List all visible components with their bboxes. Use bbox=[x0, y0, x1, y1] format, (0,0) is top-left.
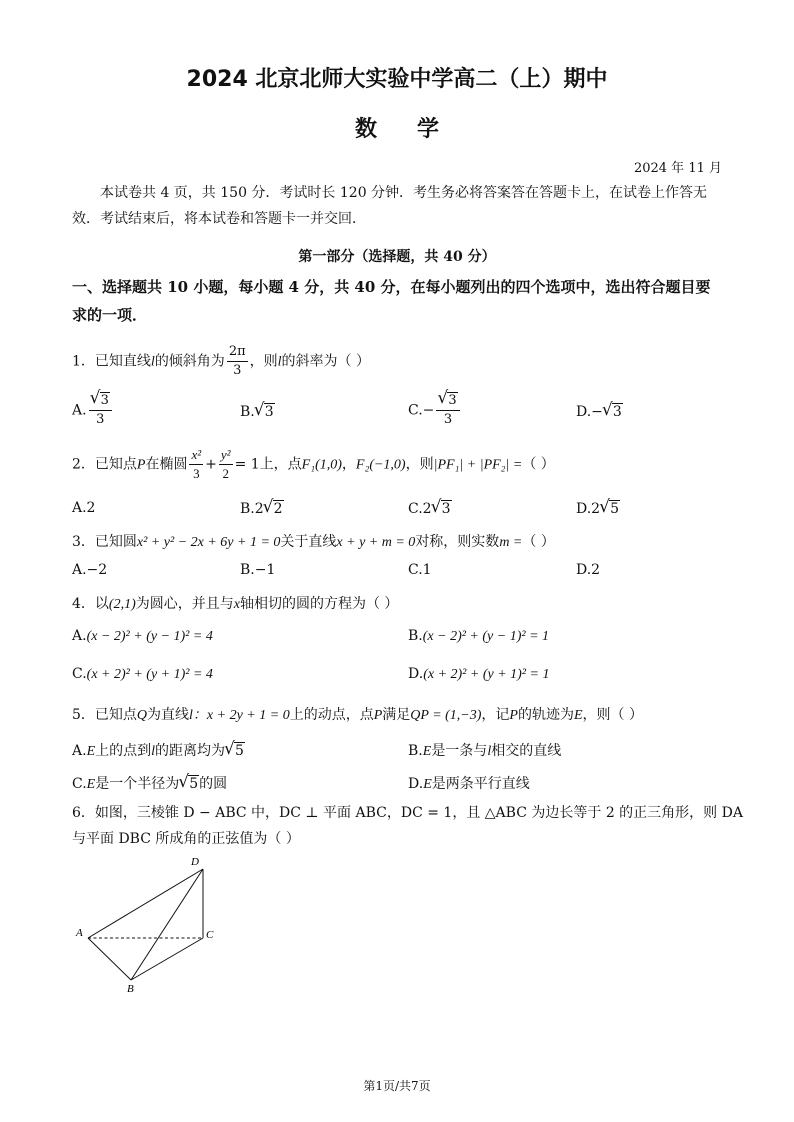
q5-line: l：x + 2y + 1 = 0 bbox=[189, 708, 290, 723]
q5-b-e: E bbox=[422, 744, 432, 759]
q4-var-x: x bbox=[233, 597, 240, 612]
q2-stem-b: 在椭圆 bbox=[145, 456, 188, 473]
q2-c-rad: 3 bbox=[441, 501, 451, 517]
q2-d-label: D.2 bbox=[576, 501, 601, 517]
part1-title: 第一部分（选择题，共 40 分） bbox=[298, 249, 496, 265]
q1-c-num bbox=[436, 392, 459, 411]
q1-frac-den: 3 bbox=[233, 363, 242, 378]
q1-a-label: A. bbox=[72, 402, 87, 419]
q2-stem-a: 2．已知点 bbox=[72, 456, 137, 473]
q1-a-num bbox=[89, 392, 112, 411]
page-number: 第1页/共7页 bbox=[363, 1079, 431, 1093]
q1-frac-num: 2π bbox=[227, 343, 248, 362]
q4-option-b[interactable] bbox=[408, 628, 549, 645]
q2-fx-den: 3 bbox=[193, 466, 200, 481]
section1-heading: 一、选择题共 10 小题，每小题 4 分，共 40 分，在每小题列出的四个选项中，选出符合题目要求的一项． bbox=[72, 278, 711, 324]
q1-stem-c: ，则 bbox=[249, 353, 278, 370]
q2-eq1: = 1 bbox=[234, 456, 260, 473]
q5-d-e: E bbox=[423, 777, 432, 792]
q4-b-eq: (x − 2)² + (y − 1)² = 1 bbox=[422, 629, 550, 644]
q1-a-rad: 3 bbox=[100, 393, 109, 408]
q3-stem-c: 对称，则实数 bbox=[415, 534, 500, 550]
q2-frac-x bbox=[189, 446, 203, 483]
q2-expr: |PF₁| + |PF₂| = bbox=[433, 457, 523, 473]
q3-circle: x² + y² − 2x + 6y + 1 = 0 bbox=[136, 535, 281, 550]
q4-option-c[interactable] bbox=[72, 666, 213, 683]
edge-AB bbox=[88, 938, 131, 980]
q3-option-b[interactable]: B.−1 bbox=[240, 562, 276, 578]
q5-b-pre: B. bbox=[408, 743, 423, 759]
q2-f2: F₂(−1,0) bbox=[355, 457, 406, 473]
q1-c-rad: 3 bbox=[448, 393, 457, 408]
q1-var-l: l bbox=[150, 354, 155, 370]
q5-var-p: P bbox=[373, 708, 383, 723]
q5-a-pre: A. bbox=[72, 743, 87, 759]
q1-stem-a: 1．已知直线 bbox=[72, 353, 151, 370]
exam-title: 2024 北京北师大实验中学高二（上）期中 bbox=[186, 67, 608, 92]
q3-stem-d: （ ） bbox=[522, 534, 555, 550]
q5-stem-f: 的轨迹为 bbox=[517, 707, 574, 723]
instructions-text: 本试卷共 4 页，共 150 分．考试时长 120 分钟．考生务必将答案答在答题卡上，在试卷上作答无效．考试结束后，将本试卷和答题卡一并交回． bbox=[72, 185, 708, 227]
q5-b-mid: 是一条与 bbox=[431, 743, 488, 759]
q2-option-b[interactable] bbox=[240, 500, 284, 517]
q4-stem-c: 轴相切的圆的方程为（ ） bbox=[239, 596, 399, 612]
q2-f1: F₁(1,0) bbox=[301, 457, 342, 473]
q4-stem-b: 为圆心，并且与 bbox=[135, 596, 234, 612]
label-B: B bbox=[127, 983, 134, 995]
q5-stem-g: ，则（ ） bbox=[582, 707, 643, 723]
q5-var-e: E bbox=[573, 708, 583, 723]
q1-c-fraction bbox=[436, 392, 459, 429]
q5-option-c[interactable] bbox=[72, 773, 227, 793]
q5-d-pre: D. bbox=[408, 776, 424, 792]
q3-var-m: m = bbox=[499, 535, 523, 550]
q3-line: x + y + m = 0 bbox=[336, 535, 416, 550]
q4-option-d[interactable] bbox=[408, 666, 549, 683]
q5-a-post: 的距离均为 bbox=[155, 743, 226, 759]
q5-stem-c: 上的动点，点 bbox=[289, 707, 374, 723]
pyramid-figure bbox=[70, 852, 230, 997]
q3-option-c[interactable]: C.1 bbox=[408, 562, 432, 578]
q5-var-p2: P bbox=[509, 708, 518, 723]
q4-d-label: D. bbox=[408, 666, 424, 682]
q2-frac-y bbox=[219, 446, 233, 483]
q4-point: (2,1) bbox=[108, 597, 136, 612]
q3-option-d[interactable]: D.2 bbox=[576, 562, 601, 578]
q3-stem-b: 关于直线 bbox=[280, 534, 337, 550]
q2-c-label: C.2 bbox=[408, 501, 432, 517]
q1-option-b[interactable] bbox=[240, 403, 275, 420]
q4-option-a[interactable] bbox=[72, 628, 213, 645]
q1-stem-b: 的倾斜角为 bbox=[154, 353, 225, 370]
q5-a-l: l bbox=[151, 744, 156, 759]
q2-var-p: P bbox=[136, 457, 146, 473]
q2-fy-num: y² bbox=[219, 446, 233, 465]
q5-option-a[interactable] bbox=[72, 740, 245, 760]
q1-c-label: C.− bbox=[408, 402, 435, 419]
q1-d-rad: 3 bbox=[612, 404, 622, 420]
q5-stem-e: ，记 bbox=[481, 707, 510, 723]
q4-d-eq: (x + 2)² + (y + 1)² = 1 bbox=[423, 667, 550, 682]
question-2 bbox=[72, 446, 555, 483]
label-A: A bbox=[76, 927, 83, 939]
q4-stem-a: 4．以 bbox=[72, 596, 109, 612]
instructions bbox=[72, 180, 724, 232]
q2-b-label: B.2 bbox=[240, 501, 264, 517]
q5-c-mid: 是一个半径为 bbox=[95, 776, 180, 792]
q1-b-label: B. bbox=[240, 404, 255, 420]
q1-d-label: D.− bbox=[576, 404, 603, 420]
q5-a-e: E bbox=[86, 744, 96, 759]
q5-b-l: l bbox=[487, 744, 492, 759]
q1-b-rad: 3 bbox=[264, 404, 274, 420]
exam-subject: 数学 bbox=[354, 117, 479, 142]
q5-stem-b: 为直线 bbox=[147, 707, 190, 723]
q2-stem-c: 上，点 bbox=[259, 456, 302, 473]
q1-option-d[interactable] bbox=[576, 403, 623, 420]
edge-DB bbox=[131, 869, 203, 980]
q1-a-den: 3 bbox=[96, 412, 105, 427]
q4-b-label: B. bbox=[408, 628, 423, 644]
q5-c-pre: C. bbox=[72, 776, 87, 792]
q1-var-l2: l bbox=[277, 354, 282, 370]
q5-d-post: 是两条平行直线 bbox=[431, 776, 530, 792]
q2-fx-num: x² bbox=[189, 446, 203, 465]
q1-stem-d: 的斜率为（ ） bbox=[281, 353, 370, 370]
question-3 bbox=[72, 531, 555, 551]
q2-d-rad: 5 bbox=[610, 501, 620, 517]
q2-fy-den: 2 bbox=[222, 466, 229, 481]
q4-a-label: A. bbox=[72, 628, 87, 644]
q2-option-a[interactable]: A.2 bbox=[72, 500, 96, 516]
q2-option-c[interactable] bbox=[408, 500, 452, 517]
q1-option-c[interactable] bbox=[408, 392, 462, 429]
q4-c-label: C. bbox=[72, 666, 87, 682]
q2-stem-d: ，则 bbox=[405, 456, 434, 473]
q4-c-eq: (x + 2)² + (y + 1)² = 4 bbox=[86, 667, 213, 682]
q5-c-post: 的圆 bbox=[199, 776, 228, 792]
q5-vector: QP = (1,−3) bbox=[410, 708, 482, 723]
q4-a-eq: (x − 2)² + (y − 1)² = 4 bbox=[86, 629, 213, 644]
q2-option-d[interactable] bbox=[576, 500, 620, 517]
q2-plus: + bbox=[205, 456, 217, 473]
q2-b-rad: 2 bbox=[273, 501, 283, 517]
q5-option-b[interactable] bbox=[408, 740, 561, 760]
q1-c-den: 3 bbox=[443, 412, 453, 427]
q2-stem-e: （ ） bbox=[522, 456, 555, 473]
q5-a-mid: 上的点到 bbox=[95, 743, 152, 759]
question-6-line2: 与平面 DBC 所成角的正弦值为（ ） bbox=[72, 831, 300, 847]
q5-c-rad: 5 bbox=[189, 776, 199, 792]
q5-var-q: Q bbox=[136, 708, 148, 723]
q5-option-d[interactable] bbox=[408, 773, 530, 793]
q5-a-rad: 5 bbox=[235, 743, 244, 759]
edge-AD bbox=[88, 869, 203, 938]
question-5 bbox=[72, 704, 643, 724]
exam-date: 2024 年 11 月 bbox=[633, 161, 722, 176]
q3-stem-a: 3．已知圆 bbox=[72, 534, 137, 550]
q2-comma: ， bbox=[341, 456, 356, 473]
q1-a-fraction bbox=[89, 392, 112, 429]
label-D: D bbox=[191, 856, 199, 868]
q5-c-e: E bbox=[86, 777, 96, 792]
q3-option-a[interactable]: A.−2 bbox=[72, 562, 108, 578]
label-C: C bbox=[206, 929, 214, 941]
q5-b-post: 相交的直线 bbox=[491, 743, 562, 759]
q1-angle-fraction bbox=[227, 343, 248, 380]
question-6-line1: 6．如图，三棱锥 D − ABC 中，DC ⊥ 平面 ABC，DC = 1，且 △ABC 为边长等于 2 的正三角形，则 DA bbox=[72, 805, 743, 821]
edge-BC bbox=[131, 938, 203, 980]
q1-option-a[interactable] bbox=[72, 392, 114, 429]
question-4 bbox=[72, 593, 398, 613]
question-1 bbox=[72, 343, 370, 380]
q5-stem-d: 满足 bbox=[382, 707, 411, 723]
q5-stem-a: 5．已知点 bbox=[72, 707, 137, 723]
